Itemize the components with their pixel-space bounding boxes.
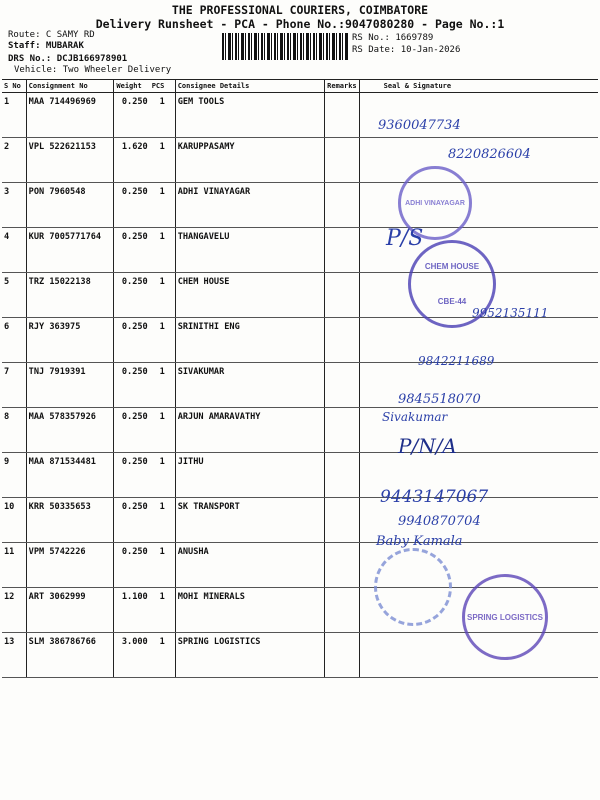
- handwritten-name-baby-kamala: Baby Kamala: [376, 534, 463, 549]
- row-consignment-no: VPL 522621153: [26, 138, 114, 183]
- table-row: [2, 453, 598, 498]
- barcode: [222, 33, 348, 60]
- col-pcs: PCS: [150, 80, 175, 93]
- row-remarks: [325, 543, 360, 588]
- row-consignee: ANUSHA: [175, 543, 324, 588]
- row-weight: 0.250: [114, 363, 150, 408]
- handwritten-phone-7: 9940870704: [398, 514, 481, 529]
- handwritten-ps: P/S: [386, 226, 424, 251]
- row-pcs: 1: [150, 363, 175, 408]
- row-consignment-no: KUR 7005771764: [26, 228, 114, 273]
- row-weight: 3.000: [114, 633, 150, 678]
- row-remarks: [325, 498, 360, 543]
- row-consignee: KARUPPASAMY: [175, 138, 324, 183]
- row-weight: 0.250: [114, 93, 150, 138]
- col-seal-signature: Seal & Signature: [359, 80, 598, 93]
- row-consignee: ARJUN AMARAVATHY: [175, 408, 324, 453]
- row-consignee: THANGAVELU: [175, 228, 324, 273]
- table-row: [2, 498, 598, 543]
- row-pcs: 1: [150, 588, 175, 633]
- row-weight: 0.250: [114, 453, 150, 498]
- row-pcs: 1: [150, 138, 175, 183]
- row-remarks: [325, 633, 360, 678]
- row-consignee: CHEM HOUSE: [175, 273, 324, 318]
- row-remarks: [325, 408, 360, 453]
- row-consignment-no: VPM 5742226: [26, 543, 114, 588]
- handwritten-phone-5: 9845518070: [398, 392, 481, 407]
- table-row: [2, 408, 598, 453]
- row-remarks: [325, 228, 360, 273]
- col-consignment: Consignment No: [26, 80, 114, 93]
- row-consignee: SRINITHI ENG: [175, 318, 324, 363]
- adhi-stamp-text: ADHI VINAYAGAR: [405, 199, 465, 207]
- handwritten-phone-6: 9443147067: [380, 487, 489, 507]
- row-pcs: 1: [150, 633, 175, 678]
- row-weight: 1.620: [114, 138, 150, 183]
- row-weight: 0.250: [114, 408, 150, 453]
- row-pcs: 1: [150, 273, 175, 318]
- table-header-row: [2, 80, 598, 93]
- vehicle-label: Vehicle: Two Wheeler Delivery: [14, 65, 172, 75]
- row-sno: 5: [2, 273, 26, 318]
- row-pcs: 1: [150, 318, 175, 363]
- row-sno: 6: [2, 318, 26, 363]
- col-remarks: Remarks: [325, 80, 360, 93]
- table-row: [2, 228, 598, 273]
- col-weight: Weight: [114, 80, 150, 93]
- company-title: THE PROFESSIONAL COURIERS, COIMBATORE: [171, 3, 429, 17]
- table-row: [2, 183, 598, 228]
- row-consignee: SPRING LOGISTICS: [175, 633, 324, 678]
- handwritten-phone-2: 8220826604: [448, 147, 531, 162]
- chem-stamp-bottom: CBE-44: [437, 297, 467, 306]
- row-pcs: 1: [150, 453, 175, 498]
- handwritten-name-sivakumar: Sivakumar: [382, 410, 448, 424]
- row-sno: 3: [2, 183, 26, 228]
- handwritten-phone-1: 9360047734: [378, 118, 461, 133]
- row-consignment-no: TNJ 7919391: [26, 363, 114, 408]
- row-weight: 0.250: [114, 318, 150, 363]
- row-consignee: GEM TOOLS: [175, 93, 324, 138]
- row-weight: 1.100: [114, 588, 150, 633]
- table-row: [2, 93, 598, 138]
- row-consignment-no: PON 7960548: [26, 183, 114, 228]
- row-sno: 12: [2, 588, 26, 633]
- row-pcs: 1: [150, 93, 175, 138]
- spring-stamp-text: SPRING LOGISTICS: [466, 612, 543, 622]
- table-row: [2, 363, 598, 408]
- row-consignee: SK TRANSPORT: [175, 498, 324, 543]
- drs-label: DRS No.: DCJB166978901: [8, 54, 128, 64]
- col-sno: S No: [2, 80, 26, 93]
- handwritten-pna: P/N/A: [398, 434, 457, 458]
- row-consignee: ADHI VINAYAGAR: [175, 183, 324, 228]
- row-consignment-no: MAA 871534481: [26, 453, 114, 498]
- row-consignment-no: TRZ 15022138: [26, 273, 114, 318]
- row-consignee: MOHI MINERALS: [175, 588, 324, 633]
- row-remarks: [325, 93, 360, 138]
- row-remarks: [325, 318, 360, 363]
- chem-stamp-top: CHEM HOUSE: [424, 262, 480, 271]
- row-sno: 10: [2, 498, 26, 543]
- row-weight: 0.250: [114, 543, 150, 588]
- row-weight: 0.250: [114, 273, 150, 318]
- row-sno: 2: [2, 138, 26, 183]
- row-weight: 0.250: [114, 498, 150, 543]
- row-consignment-no: KRR 50335653: [26, 498, 114, 543]
- runsheet-title: Delivery Runsheet - PCA - Phone No.:9047080280 - Page No.:1: [95, 17, 505, 31]
- handwritten-phone-3: 9952135111: [472, 306, 549, 320]
- row-remarks: [325, 363, 360, 408]
- staff-label: Staff: MUBARAK: [8, 41, 84, 51]
- faint-round-stamp: [374, 548, 452, 626]
- col-consignee: Consignee Details: [175, 80, 324, 93]
- row-consignee: JITHU: [175, 453, 324, 498]
- row-consignment-no: SLM 386786766: [26, 633, 114, 678]
- row-remarks: [325, 183, 360, 228]
- row-consignment-no: RJY 363975: [26, 318, 114, 363]
- row-consignment-no: ART 3062999: [26, 588, 114, 633]
- handwritten-phone-4: 9842211689: [418, 354, 495, 368]
- row-sno: 7: [2, 363, 26, 408]
- row-sno: 13: [2, 633, 26, 678]
- row-pcs: 1: [150, 543, 175, 588]
- row-remarks: [325, 588, 360, 633]
- row-weight: 0.250: [114, 228, 150, 273]
- row-sno: 11: [2, 543, 26, 588]
- row-pcs: 1: [150, 183, 175, 228]
- row-pcs: 1: [150, 228, 175, 273]
- spring-logistics-stamp: [462, 574, 548, 660]
- row-consignee: SIVAKUMAR: [175, 363, 324, 408]
- table-row: [2, 318, 598, 363]
- row-pcs: 1: [150, 498, 175, 543]
- row-sno: 8: [2, 408, 26, 453]
- route-label: Route: C SAMY RD: [8, 30, 95, 40]
- row-sno: 4: [2, 228, 26, 273]
- rs-number: RS No.: 1669789: [352, 33, 434, 43]
- row-signature: [359, 183, 598, 228]
- row-sno: 1: [2, 93, 26, 138]
- row-remarks: [325, 453, 360, 498]
- row-weight: 0.250: [114, 183, 150, 228]
- row-pcs: 1: [150, 408, 175, 453]
- row-consignment-no: MAA 578357926: [26, 408, 114, 453]
- row-remarks: [325, 273, 360, 318]
- row-remarks: [325, 138, 360, 183]
- rs-date: RS Date: 10-Jan-2026: [352, 45, 461, 55]
- row-sno: 9: [2, 453, 26, 498]
- row-consignment-no: MAA 714496969: [26, 93, 114, 138]
